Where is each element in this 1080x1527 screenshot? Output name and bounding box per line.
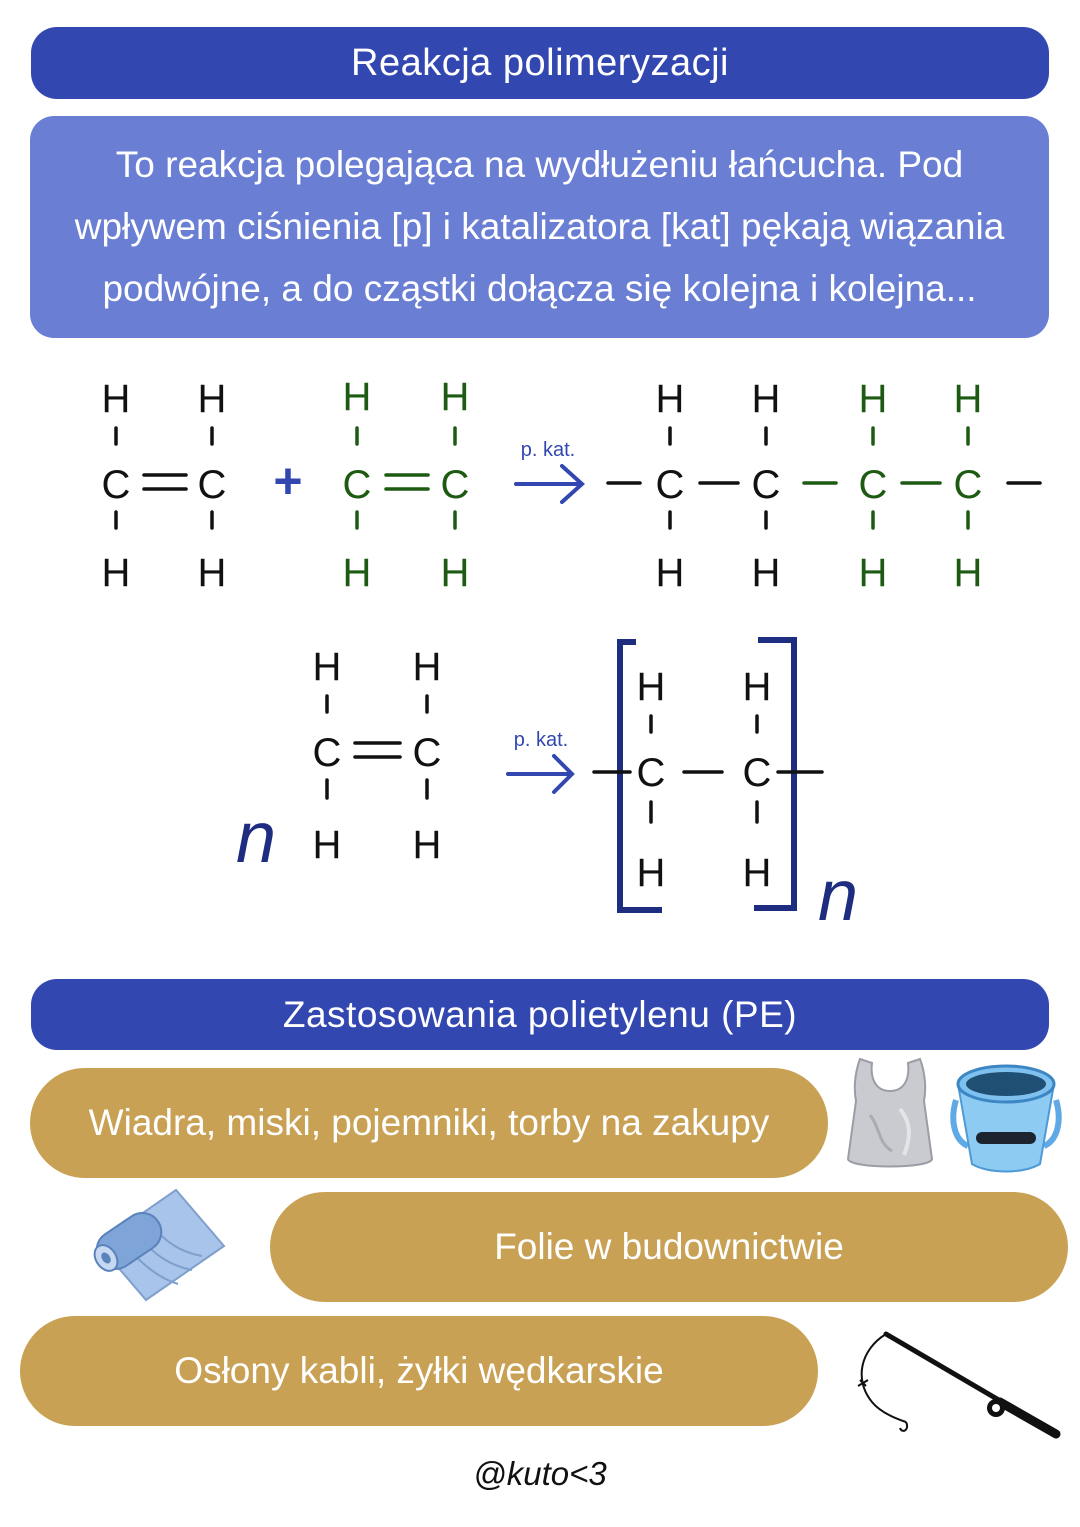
atom-c: C: [342, 463, 372, 507]
reaction-arrow: [508, 756, 572, 792]
arrow-label: p. kat.: [513, 729, 569, 751]
atom-h: H: [858, 551, 888, 595]
definition-line: podwójne, a do cząstki dołącza się kolejna i kolejna...: [102, 268, 977, 309]
atom-h: H: [342, 375, 372, 419]
atom-c: C: [636, 751, 666, 795]
atom-h: H: [655, 551, 685, 595]
atom-c: C: [655, 463, 685, 507]
use-item-label: Osłony kabli, żyłki wędkarskie: [174, 1350, 664, 1391]
definition-line: To reakcja polegająca na wydłużeniu łańcucha. Pod: [115, 144, 964, 185]
atom-h: H: [197, 377, 227, 421]
multiplier-n: n: [235, 798, 277, 878]
atom-c: C: [953, 463, 983, 507]
atom-c: C: [412, 731, 442, 775]
atom-c: C: [751, 463, 781, 507]
title-banner: [31, 27, 1049, 99]
atom-h: H: [953, 377, 983, 421]
atom-h: H: [101, 377, 131, 421]
atom-c: C: [742, 751, 772, 795]
atom-h: H: [858, 377, 888, 421]
atom-h: H: [342, 551, 372, 595]
author-signature: @kuto<3: [473, 1455, 607, 1492]
atom-c: C: [101, 463, 131, 507]
atom-h: H: [412, 645, 442, 689]
bucket-icon: [948, 1060, 1064, 1175]
uses-banner: [31, 979, 1049, 1050]
use-item-label: Folie w budownictwie: [494, 1226, 844, 1267]
plus-sign: +: [273, 453, 303, 509]
foil-roll-icon: [92, 1186, 228, 1304]
reaction-arrow: [516, 466, 582, 502]
use-item-label: Wiadra, miski, pojemniki, torby na zakupy: [88, 1102, 770, 1143]
atom-h: H: [312, 645, 342, 689]
atom-h: H: [312, 823, 342, 867]
atom-h: H: [742, 665, 772, 709]
use-item: [20, 1316, 818, 1426]
multiplier-n: n: [817, 856, 859, 936]
definition-box: [30, 116, 1049, 338]
atom-h: H: [655, 377, 685, 421]
atom-h: H: [636, 665, 666, 709]
fishing-rod-icon: [850, 1310, 1062, 1440]
reaction-equation-2: [0, 630, 1080, 936]
reaction-equation-1: [0, 360, 1080, 600]
atom-c: C: [440, 463, 470, 507]
plastic-bag-icon: [840, 1055, 940, 1175]
atom-h: H: [101, 551, 131, 595]
atom-h: H: [742, 851, 772, 895]
arrow-label: p. kat.: [520, 439, 576, 461]
atom-h: H: [412, 823, 442, 867]
atom-h: H: [751, 377, 781, 421]
atom-c: C: [312, 731, 342, 775]
atom-c: C: [197, 463, 227, 507]
use-item: [30, 1068, 828, 1178]
atom-c: C: [858, 463, 888, 507]
atom-h: H: [636, 851, 666, 895]
atom-h: H: [440, 551, 470, 595]
atom-h: H: [953, 551, 983, 595]
definition-line: wpływem ciśnienia [p] i katalizatora [kat] pękają wiązania: [74, 206, 1005, 247]
atom-h: H: [440, 375, 470, 419]
page-title: Reakcja polimeryzacji: [351, 41, 729, 84]
atom-h: H: [197, 551, 227, 595]
uses-title: Zastosowania polietylenu (PE): [282, 993, 798, 1035]
use-item: [270, 1192, 1068, 1302]
atom-h: H: [751, 551, 781, 595]
